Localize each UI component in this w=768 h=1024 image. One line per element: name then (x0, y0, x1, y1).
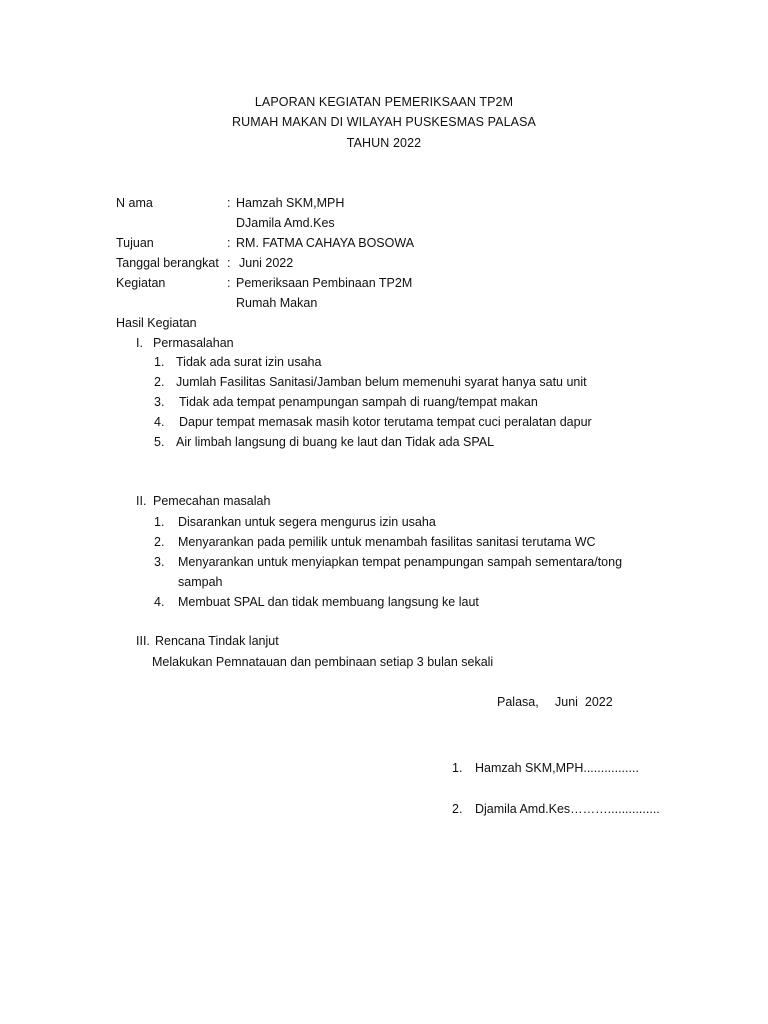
section-3-number: III. (136, 634, 150, 648)
list-item-number: 4. (154, 415, 165, 429)
signer-number: 2. (452, 802, 463, 816)
section-2-title: Pemecahan masalah (153, 494, 271, 508)
tujuan-colon: : (227, 236, 231, 250)
signer-line: Djamila Amd.Kes………............... (475, 802, 660, 816)
kegiatan-value-1: Pemeriksaan Pembinaan TP2M (236, 276, 413, 290)
nama-label: N ama (116, 196, 153, 210)
tanggal-colon: : (227, 256, 231, 270)
closing-date: Juni 2022 (555, 695, 613, 709)
tujuan-label: Tujuan (116, 236, 154, 250)
nama-value-2: DJamila Amd.Kes (236, 216, 335, 230)
list-item-number: 3. (154, 555, 165, 569)
section-1-number: I. (136, 336, 143, 350)
kegiatan-label: Kegiatan (116, 276, 166, 290)
list-item-text: Membuat SPAL dan tidak membuang langsung ke laut (178, 595, 479, 609)
tanggal-value: Juni 2022 (239, 256, 294, 270)
tujuan-value: RM. FATMA CAHAYA BOSOWA (236, 236, 415, 250)
report-title-line-3: TAHUN 2022 (346, 136, 422, 150)
tanggal-label: Tanggal berangkat (116, 256, 219, 270)
report-title-line-2: RUMAH MAKAN DI WILAYAH PUSKESMAS PALASA (232, 115, 536, 129)
list-item-text: Tidak ada tempat penampungan sampah di ruang/tempat makan (179, 395, 538, 409)
section-1-title: Permasalahan (153, 336, 234, 350)
list-item-number: 4. (154, 595, 165, 609)
section-2-number: II. (136, 494, 147, 508)
list-item-number: 3. (154, 395, 165, 409)
list-item-text-continued: sampah (178, 575, 223, 589)
list-item-number: 2. (154, 375, 165, 389)
kegiatan-colon: : (227, 276, 231, 290)
nama-value-1: Hamzah SKM,MPH (236, 196, 345, 210)
list-item-number: 5. (154, 435, 165, 449)
list-item-text: Tidak ada surat izin usaha (176, 355, 322, 369)
list-item-number: 1. (154, 355, 165, 369)
report-title-line-1: LAPORAN KEGIATAN PEMERIKSAAN TP2M (254, 95, 514, 109)
list-item-text: Menyarankan untuk menyiapkan tempat penampungan sampah sementara/tong (178, 555, 623, 569)
list-item-text: Menyarankan pada pemilik untuk menambah fasilitas sanitasi terutama WC (178, 535, 596, 549)
list-item-number: 1. (154, 515, 165, 529)
kegiatan-value-2: Rumah Makan (236, 296, 318, 310)
section-3-title: Rencana Tindak lanjut (155, 634, 279, 648)
list-item-text: Disarankan untuk segera mengurus izin usaha (178, 515, 436, 529)
signer-line: Hamzah SKM,MPH................ (475, 761, 639, 775)
list-item-text: Jumlah Fasilitas Sanitasi/Jamban belum memenuhi syarat hanya satu unit (176, 375, 587, 389)
list-item-text: Air limbah langsung di buang ke laut dan Tidak ada SPAL (176, 435, 495, 449)
list-item-number: 2. (154, 535, 165, 549)
section-3-body: Melakukan Pemnatauan dan pembinaan setiap 3 bulan sekali (152, 655, 494, 669)
hasil-kegiatan-heading: Hasil Kegiatan (116, 316, 197, 330)
nama-colon: : (227, 196, 231, 210)
signer-number: 1. (452, 761, 463, 775)
list-item-text: Dapur tempat memasak masih kotor terutama tempat cuci peralatan dapur (179, 415, 592, 429)
closing-place: Palasa, (497, 695, 539, 709)
